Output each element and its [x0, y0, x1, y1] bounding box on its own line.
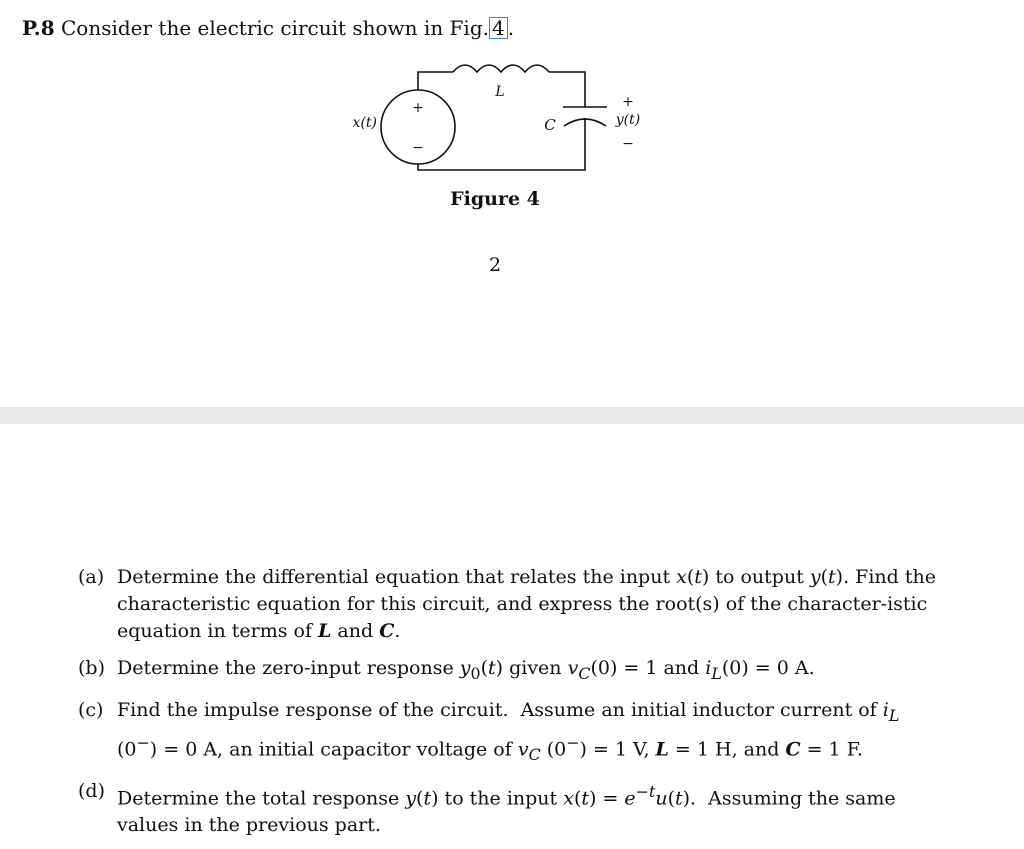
source-plus-sign: + — [412, 100, 424, 116]
figure-reference-link[interactable]: 4 — [489, 17, 508, 39]
page-separator — [0, 407, 1024, 424]
problem-parts — [78, 564, 938, 849]
part-label: (d) — [78, 779, 105, 802]
output-minus-sign: − — [622, 136, 634, 152]
part-c-text: Find the impulse response of the circuit. Assume an initial inductor current of $i_L$ (0−) = 0 A, an initial capacitor voltage of $v_C$ (0−) = 1 V, L = 1 H, and C = 1 F. — [117, 698, 900, 764]
page-number: 2 — [488, 254, 502, 276]
part-b — [78, 655, 938, 687]
problem-number: P.8 — [22, 16, 55, 40]
part-d — [78, 778, 938, 839]
figure-caption: Figure 4 — [450, 188, 540, 210]
source-minus-sign: − — [412, 140, 424, 156]
part-label: (a) — [78, 566, 105, 588]
part-c — [78, 697, 938, 768]
part-b-text: Determine the zero-input response $y_0(t)$ given $v_C(0) = 1$ and $i_L(0) = 0$ A. — [117, 657, 815, 683]
output-label: y(t) — [615, 112, 641, 128]
top-right-wire — [549, 72, 585, 107]
inductor-label: L — [495, 84, 505, 100]
inductor-coil — [453, 65, 549, 72]
capacitor-label: C — [544, 116, 556, 134]
part-a-text: Determine the differential equation that relates the input x(t) to output y(t). Find the characteristic equation for this circuit, and express the root(s) of the character-istic equation in terms of L and C. — [117, 566, 936, 642]
statement-period: . — [507, 16, 515, 40]
output-plus-sign: + — [622, 94, 634, 110]
problem-statement: Consider the electric circuit shown in Fig. — [60, 16, 489, 40]
part-label: (c) — [78, 698, 104, 721]
part-d-text: Determine the total response y(t) to the input $x(t) = e^{-t}u(t)$. Assuming the same values in the previous part. — [117, 781, 896, 837]
part-a — [78, 564, 938, 645]
circuit-diagram — [330, 52, 660, 172]
problem-header — [22, 14, 514, 42]
part-label: (b) — [78, 657, 105, 679]
source-label: x(t) — [352, 115, 377, 131]
